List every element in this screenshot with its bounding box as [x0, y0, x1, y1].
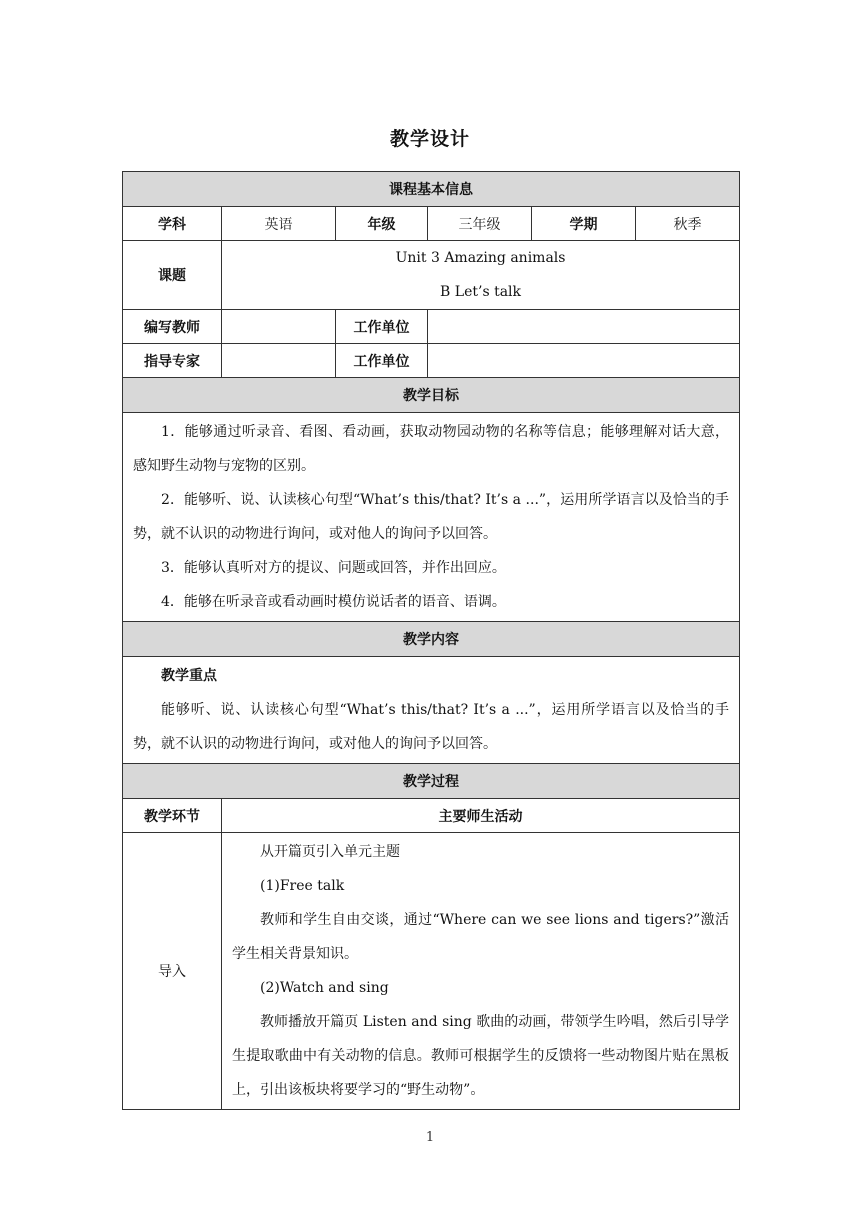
key-point-text: 能够听、说、认读核心句型“What’s this/that? It’s a ...”，运用所学语言以及恰当的手势，就不认识的动物进行询问，或对他人的询问予以回答。	[133, 702, 730, 752]
activity-line: 从开篇页引入单元主题	[260, 844, 400, 860]
topic-value	[222, 241, 740, 310]
activity-cell	[222, 833, 740, 1110]
activity-line: 教师播放开篇页 Listen and sing 歌曲的动画，带领学生吟唱，然后引导学生提取歌曲中有关动物的信息。教师可根据学生的反馈将一些动物图片贴在黑板上，引出该板块将要学习的“野生动物”。	[232, 1014, 730, 1098]
advisor-unit-value	[428, 344, 740, 378]
author-label: 编写教师	[123, 310, 222, 344]
activity-line: 教师和学生自由交谈，通过“Where can we see lions and tigers?”激活学生相关背景知识。	[232, 912, 730, 962]
subject-value: 英语	[222, 207, 336, 241]
subject-label: 学科	[123, 207, 222, 241]
key-point-title: 教学重点	[161, 668, 217, 684]
col-stage-header: 教学环节	[123, 799, 222, 833]
lesson-plan-table	[122, 171, 740, 1110]
section-content: 教学内容	[123, 622, 740, 657]
topic-line-2: B Let’s talk	[440, 284, 522, 300]
objectives-cell	[123, 413, 740, 622]
objective-item: 1．能够通过听录音、看图、看动画，获取动物园动物的名称等信息；能够理解对话大意，感知野生动物与宠物的区别。	[133, 424, 730, 474]
advisor-unit-label: 工作单位	[336, 344, 428, 378]
objective-item: 4．能够在听录音或看动画时模仿说话者的语音、语调。	[161, 594, 506, 610]
objective-item: 3．能够认真听对方的提议、问题或回答，并作出回应。	[161, 560, 506, 576]
stage-name: 导入	[123, 833, 222, 1110]
topic-label: 课题	[123, 241, 222, 310]
col-activity-header: 主要师生活动	[222, 799, 740, 833]
term-label: 学期	[532, 207, 636, 241]
page-number: 1	[425, 1130, 435, 1145]
section-process: 教学过程	[123, 764, 740, 799]
grade-value: 三年级	[428, 207, 532, 241]
section-objectives: 教学目标	[123, 378, 740, 413]
term-value: 秋季	[636, 207, 740, 241]
author-unit-value	[428, 310, 740, 344]
activity-line: (1)Free talk	[260, 878, 345, 894]
grade-label: 年级	[336, 207, 428, 241]
advisor-label: 指导专家	[123, 344, 222, 378]
author-unit-label: 工作单位	[336, 310, 428, 344]
activity-line: (2)Watch and sing	[260, 980, 389, 996]
content-cell	[123, 657, 740, 764]
advisor-value	[222, 344, 336, 378]
topic-line-1: Unit 3 Amazing animals	[395, 250, 566, 266]
objective-item: 2．能够听、说、认读核心句型“What’s this/that? It’s a ...”，运用所学语言以及恰当的手势，就不认识的动物进行询问，或对他人的询问予以回答。	[133, 492, 730, 542]
section-basic-info: 课程基本信息	[123, 172, 740, 207]
document-title: 教学设计	[389, 128, 470, 150]
author-value	[222, 310, 336, 344]
